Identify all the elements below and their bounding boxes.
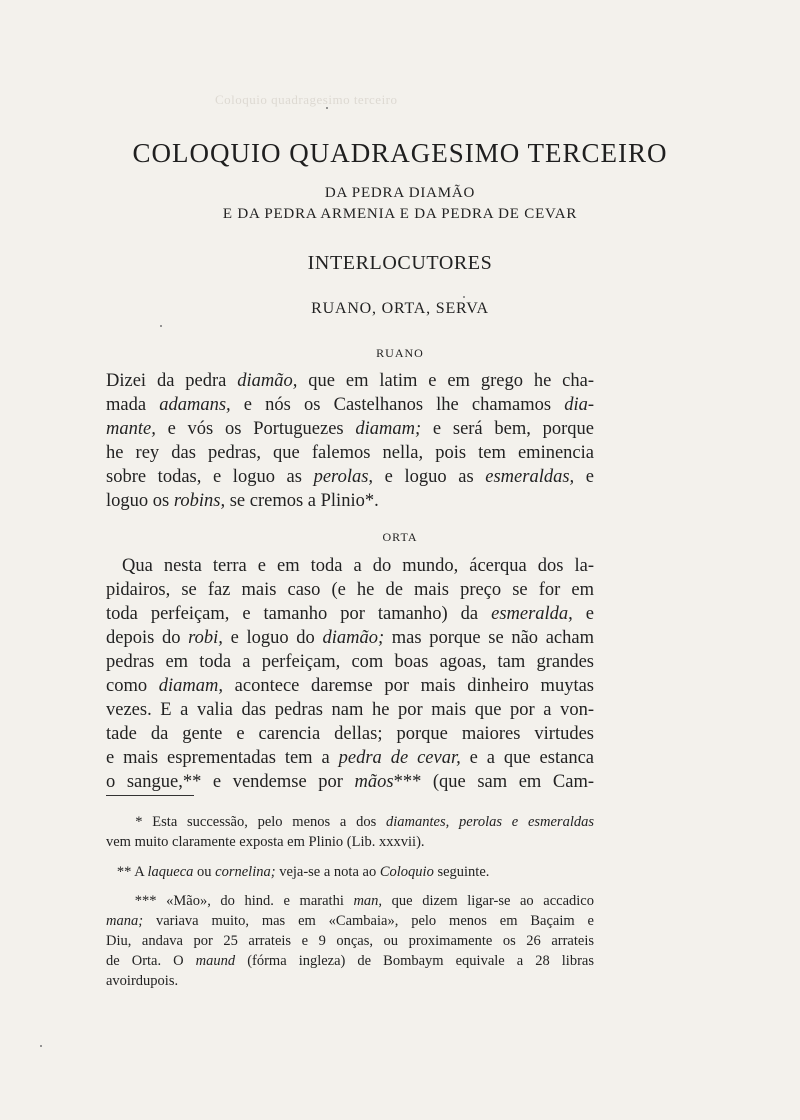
- paragraph-ruano: [106, 369, 594, 513]
- text-line: tade da gente e carencia dellas; porque maiores virtudes: [106, 724, 594, 744]
- footnote-line: *** «Mão», do hind. e marathi man, que dizem ligar-se ao accadico: [106, 893, 594, 909]
- text-line: Dizei da pedra diamão, que em latim e em grego he cha-: [106, 371, 595, 391]
- speaker-label-ruano: RUANO: [376, 346, 424, 360]
- footnote-line: de Orta. O maund (fórma ingleza) de Bombaym equivale a 28 libras: [106, 953, 594, 969]
- footnote-rule: [106, 795, 194, 796]
- footnote-line: Diu, andava por 25 arrateis e 9 onças, ou proximamente os 26 arrateis: [106, 933, 594, 949]
- text-line: depois do robi, e loguo do diamão; mas porque se não acham: [106, 628, 594, 648]
- paper-speck: [40, 1045, 42, 1047]
- paper-speck: [326, 107, 328, 109]
- text-line: sobre todas, e loguo as perolas, e loguo as esmeraldas, e: [106, 467, 594, 487]
- chapter-subtitle-2: E DA PEDRA ARMENIA E DA PEDRA DE CEVAR: [222, 206, 578, 222]
- text-line: como diamam, acontece daremse por mais dinheiro muytas: [106, 676, 594, 696]
- footnote-line: avoirdupois.: [106, 973, 179, 989]
- footnote-line: vem muito claramente exposta em Plinio (Lib. xxxvii).: [106, 834, 425, 850]
- footnote-3: [106, 891, 594, 991]
- text-line: mada adamans, e nós os Castelhanos lhe chamamos dia-: [106, 395, 594, 415]
- text-line: he rey das pedras, que falemos nella, pois tem eminencia: [106, 443, 594, 463]
- bleed-through-header: Coloquio quadragesimo terceiro: [215, 92, 398, 107]
- text-line: toda perfeiçam, e tamanho por tamanho) da esmeralda, e: [106, 604, 594, 624]
- speaker-label-orta: ORTA: [382, 530, 418, 544]
- text-line: e mais esprementadas tem a pedra de cevar, e a que estanca: [106, 748, 594, 768]
- chapter-title: COLOQUIO QUADRAGESIMO TERCEIRO: [132, 138, 668, 168]
- interlocutors-list: RUANO, ORTA, SERVA: [311, 300, 489, 317]
- footnote-1: [106, 812, 594, 852]
- text-line: mante, e vós os Portuguezes diamam; e será bem, porque: [106, 419, 594, 439]
- text-line: vezes. E a valia das pedras nam he por mais que por a von-: [106, 700, 594, 720]
- paper-speck: [160, 325, 162, 327]
- interlocutors-heading: INTERLOCUTORES: [307, 252, 493, 274]
- text-line: Qua nesta terra e em toda a do mundo, ácerqua dos la-: [122, 556, 594, 576]
- footnote-line: mana; variava muito, mas em «Cambaia», pelo menos em Baçaim e: [106, 913, 594, 929]
- chapter-subtitle-1: DA PEDRA DIAMÃO: [324, 185, 476, 201]
- paragraph-orta: [106, 554, 594, 794]
- text-line: o sangue,** e vendemse por mãos*** (que sam em Cam-: [106, 772, 595, 792]
- text-line: pidairos, se faz mais caso (e he de mais preço se for em: [106, 580, 594, 600]
- text-line: loguo os robins, se cremos a Plinio*.: [106, 491, 379, 511]
- paper-speck: [463, 296, 465, 298]
- text-line: pedras em toda a perfeiçam, com boas agoas, tam grandes: [106, 652, 594, 672]
- footnote-line: * Esta successão, pelo menos a dos diamantes, perolas e esmeraldas: [106, 814, 594, 830]
- footnote-2: [106, 862, 594, 882]
- footnote-line: ** A laqueca ou cornelina; veja-se a nota ao Coloquio seguinte.: [106, 864, 490, 880]
